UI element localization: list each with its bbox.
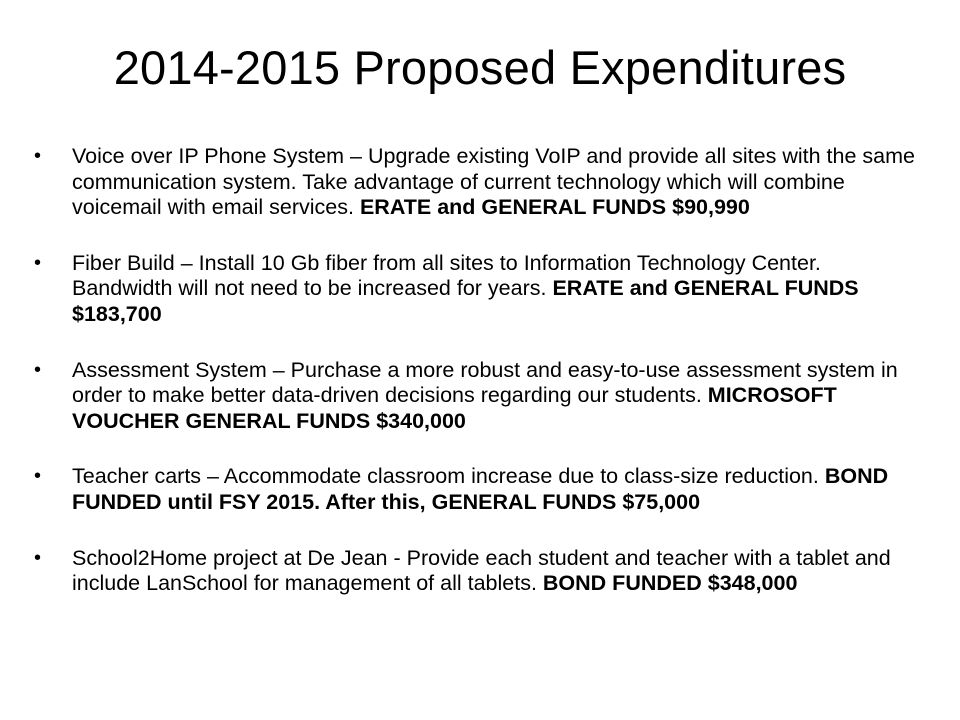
item-funding: ERATE and GENERAL FUNDS $183,700 [72, 276, 859, 326]
list-item-fiber-build [30, 251, 920, 328]
slide-title: 2014-2015 Proposed Expenditures [113, 41, 847, 94]
list-item-voip [30, 144, 920, 221]
item-description: Voice over IP Phone System – Upgrade existing VoIP and provide all sites with the same communication system. Take advantage of current technology which will combine voicemail with email services. [72, 144, 915, 220]
item-funding: BOND FUNDED $348,000 [542, 571, 798, 596]
item-description: Teacher carts – Accommodate classroom increase due to class-size reduction. [72, 464, 825, 489]
item-description: School2Home project at De Jean - Provide each student and teacher with a tablet and include LanSchool for management of all tablets. [72, 545, 891, 596]
item-description: Fiber Build – Install 10 Gb fiber from all sites to Information Technology Center. Bandwidth will not need to be increased for years. [72, 250, 821, 301]
item-funding: BOND FUNDED until FSY 2015. After this, GENERAL FUNDS $75,000 [72, 464, 889, 514]
bullet-dot-icon: • [34, 251, 42, 274]
item-funding: MICROSOFT VOUCHER GENERAL FUNDS $340,000 [72, 383, 837, 433]
list-item-school2home [30, 546, 920, 597]
bullet-dot-icon: • [34, 546, 42, 569]
item-funding: ERATE and GENERAL FUNDS $90,990 [359, 195, 750, 220]
list-item-assessment-system [30, 358, 920, 435]
bullet-dot-icon: • [34, 358, 42, 381]
bullet-list [30, 144, 920, 627]
item-description: Assessment System – Purchase a more robust and easy-to-use assessment system in order to make better data-driven decisions regarding our students. [72, 357, 898, 408]
list-item-teacher-carts [30, 464, 920, 515]
bullet-dot-icon: • [34, 145, 42, 167]
bullet-dot-icon: • [34, 465, 42, 488]
